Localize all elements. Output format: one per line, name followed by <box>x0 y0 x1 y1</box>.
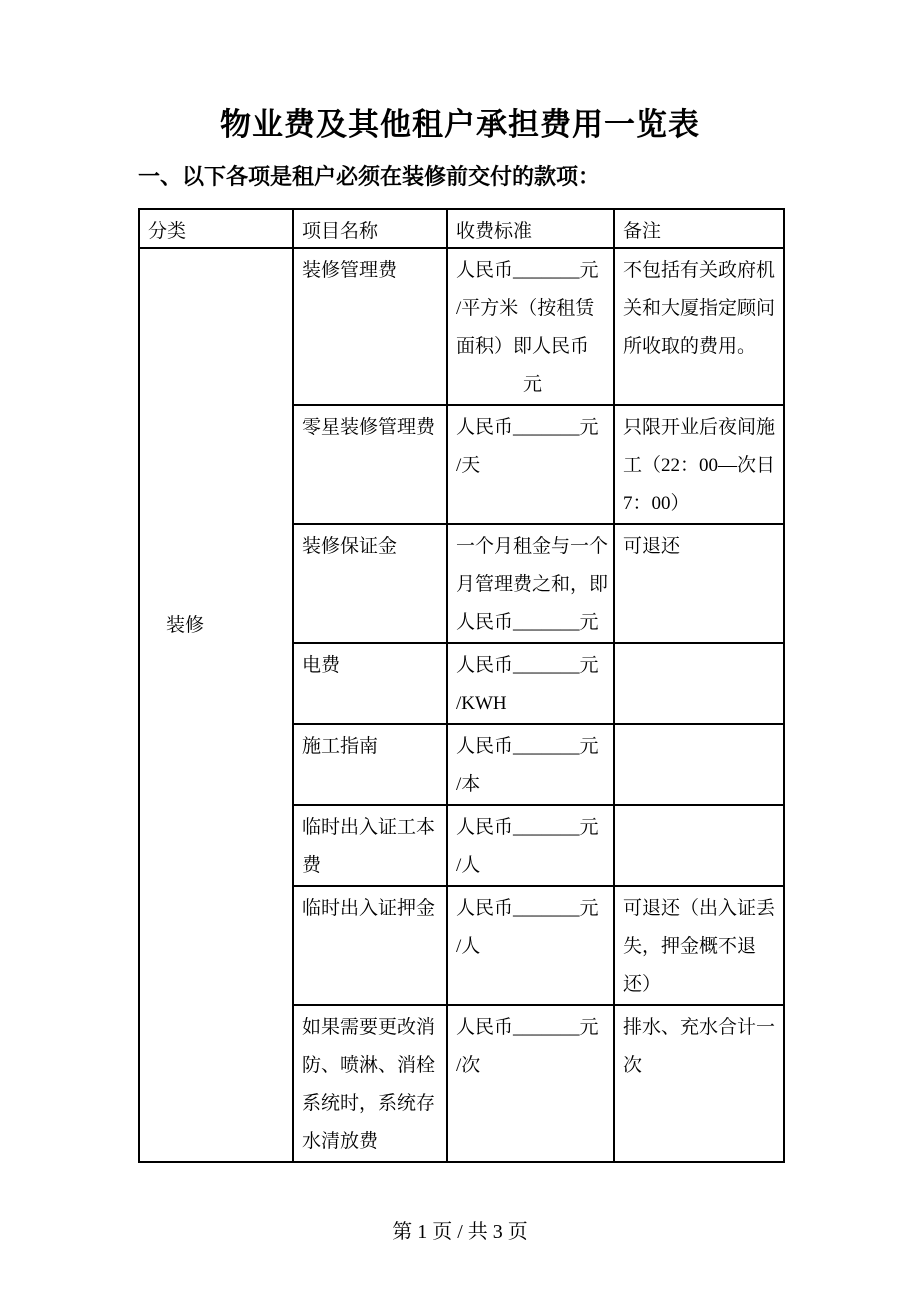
text-line: /本 <box>456 774 481 795</box>
remark-cell <box>614 724 784 805</box>
page-title: 物业费及其他租户承担费用一览表 <box>220 107 700 142</box>
text-line: 失，押金概不退 <box>623 936 757 957</box>
text-line: 系统时，系统存 <box>302 1093 436 1114</box>
text-line: 临时出入证工本 <box>302 817 436 838</box>
col-header-remark: 备注 <box>614 209 784 248</box>
text-line: /人 <box>456 855 481 876</box>
text-line: 元 <box>522 374 542 395</box>
category-cell: 装修 <box>139 248 293 1162</box>
item-cell <box>293 643 447 724</box>
text-line: 水清放费 <box>302 1131 379 1152</box>
text-line: 电费 <box>302 655 341 676</box>
text-line: 不包括有关政府机 <box>623 260 776 281</box>
text-line: 装修保证金 <box>302 536 398 557</box>
text-line: 关和大厦指定顾问 <box>623 298 776 319</box>
text-line: 可退还 <box>623 536 681 557</box>
text-line: 人民币_______元 <box>456 612 599 633</box>
text-line: 所收取的费用。 <box>623 336 757 357</box>
text-line: /平方米（按租赁 <box>456 298 595 319</box>
fee-cell <box>447 248 614 405</box>
col-header-category: 分类 <box>139 209 293 248</box>
text-line: 月管理费之和，即 <box>456 574 609 595</box>
text-line: 装修管理费 <box>302 260 398 281</box>
remark-cell <box>614 643 784 724</box>
fee-cell <box>447 1005 614 1162</box>
fee-cell <box>447 643 614 724</box>
item-cell <box>293 524 447 643</box>
text-line: 临时出入证押金 <box>302 898 436 919</box>
header-row <box>139 209 784 248</box>
remark-cell <box>614 405 784 524</box>
text-line: 人民币_______元 <box>456 736 599 757</box>
item-cell <box>293 886 447 1005</box>
remark-cell <box>614 248 784 405</box>
text-line: 人民币_______元 <box>456 655 599 676</box>
text-line: 7：00） <box>623 493 690 514</box>
table-row <box>139 248 784 405</box>
item-cell <box>293 724 447 805</box>
item-cell <box>293 248 447 405</box>
text-line: 人民币_______元 <box>456 817 599 838</box>
item-cell <box>293 805 447 886</box>
fee-cell <box>447 724 614 805</box>
section-heading: 一、以下各项是租户必须在装修前交付的款项： <box>138 164 601 189</box>
item-cell <box>293 405 447 524</box>
remark-cell <box>614 886 784 1005</box>
text-line: 防、喷淋、消栓 <box>302 1055 436 1076</box>
text-line: 面积）即人民币 <box>456 336 590 357</box>
fee-cell <box>447 405 614 524</box>
text-line: /次 <box>456 1055 481 1076</box>
text-line: /KWH <box>456 693 507 714</box>
text-line: 人民币_______元 <box>456 898 599 919</box>
fee-cell <box>447 886 614 1005</box>
text-line: /天 <box>456 455 481 476</box>
remark-cell <box>614 1005 784 1162</box>
text-line: 如果需要更改消 <box>302 1017 436 1038</box>
text-line: 施工指南 <box>302 736 379 757</box>
text-line: 人民币_______元 <box>456 260 599 281</box>
text-line: 费 <box>302 855 322 876</box>
text-line: 一个月租金与一个 <box>456 536 609 557</box>
text-line: 人民币_______元 <box>456 417 599 438</box>
col-header-fee: 收费标准 <box>447 209 614 248</box>
text-line: 只限开业后夜间施 <box>623 417 776 438</box>
text-line: 次 <box>623 1055 643 1076</box>
item-cell <box>293 1005 447 1162</box>
text-line: 工（22：00—次日 <box>623 455 776 476</box>
fee-cell <box>447 524 614 643</box>
text-line: 人民币_______元 <box>456 1017 599 1038</box>
text-line: 还） <box>623 974 662 995</box>
text-line: 排水、充水合计一 <box>623 1017 776 1038</box>
remark-cell <box>614 524 784 643</box>
remark-cell <box>614 805 784 886</box>
text-line: 可退还（出入证丢 <box>623 898 776 919</box>
page-number: 第 1 页 / 共 3 页 <box>392 1221 528 1243</box>
text-line: 零星装修管理费 <box>302 417 436 438</box>
fees-table <box>138 208 785 1163</box>
text-line: /人 <box>456 936 481 957</box>
fee-cell <box>447 805 614 886</box>
col-header-item: 项目名称 <box>293 209 447 248</box>
